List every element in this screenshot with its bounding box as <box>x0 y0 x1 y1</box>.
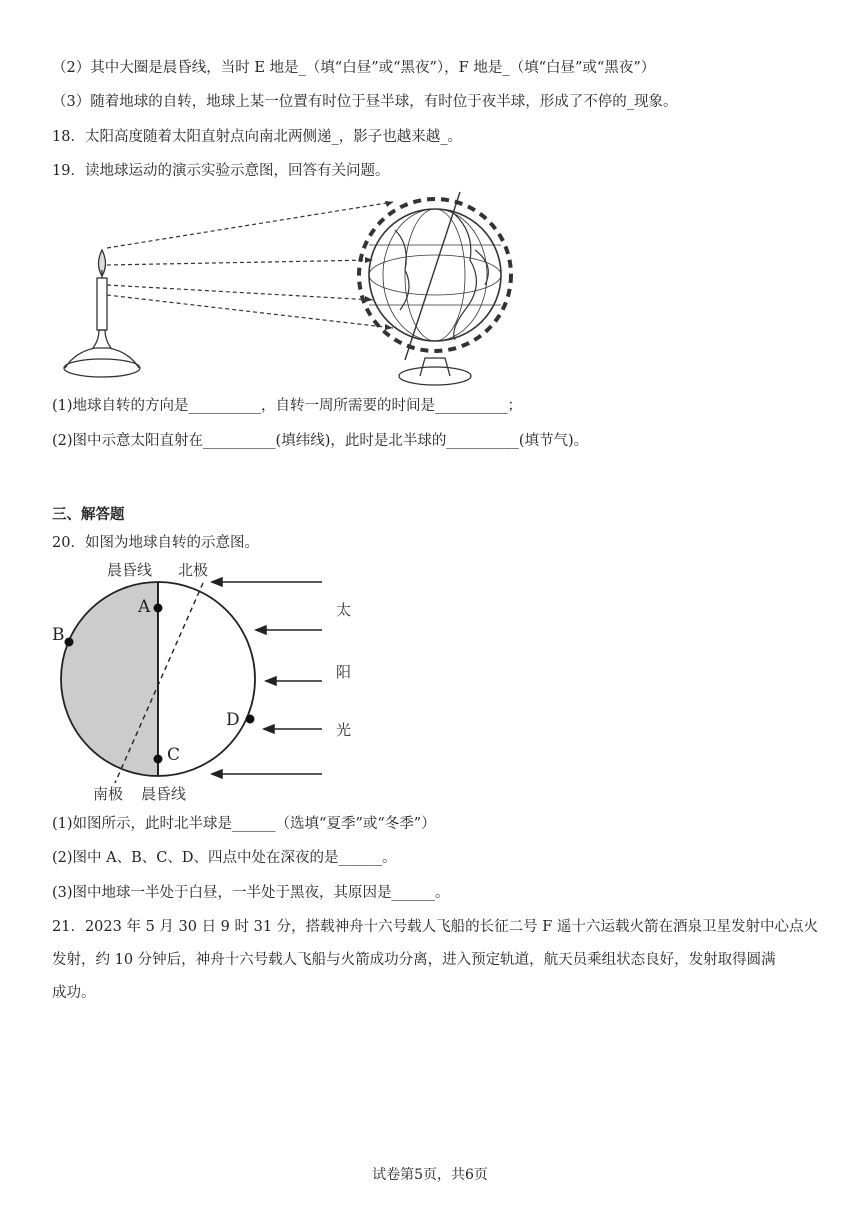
point-d-dot <box>246 715 255 724</box>
earth-rotation-figure <box>45 555 365 810</box>
light-rays <box>107 202 393 328</box>
section-heading: 三、解答题 <box>52 506 125 523</box>
point-b-dot <box>65 638 74 647</box>
point-a-dot <box>154 604 163 613</box>
question-21-line3: 成功。 <box>52 985 96 1001</box>
question-21-line2: 发射，约 10 分钟后，神舟十六号载人飞船与火箭成功分离，进入预定轨道，航天员乘组状态良好，发射取得圆满 <box>52 952 776 968</box>
sunlight-label-2: 阳 <box>336 663 352 681</box>
terminator-top-label: 晨昏线 <box>107 561 153 579</box>
terminator-bottom-label: 晨昏线 <box>141 785 187 803</box>
candle-globe-figure <box>55 190 515 390</box>
q19-part1: (1)地球自转的方向是__________，自转一周所需要的时间是__________； <box>52 398 523 414</box>
question-18: 18．太阳高度随着太阳直射点向南北两侧递_，影子也越来越_。 <box>52 129 462 145</box>
q17-part3: （3）随着地球的自转，地球上某一位置有时位于昼半球，有时位于夜半球，形成了不停的_现象。 <box>52 94 678 110</box>
q19-part2: (2)图中示意太阳直射在__________(填纬线)，此时是北半球的__________(填节气)。 <box>52 433 589 449</box>
globe-icon <box>359 192 511 385</box>
page-footer: 试卷第5页，共6页 <box>372 1167 488 1183</box>
south-pole-label: 南极 <box>93 785 124 803</box>
point-b-label: B <box>52 625 65 645</box>
north-pole-label: 北极 <box>178 561 209 579</box>
q17-part2: （2）其中大圈是晨昏线，当时 E 地是_（填“白昼”或“黑夜”），F 地是_（填“白昼”或“黑夜”） <box>52 60 656 76</box>
point-a-label: A <box>138 597 151 617</box>
sunlight-arrows <box>212 578 322 778</box>
q20-part1: (1)如图所示，此时北半球是______（选填“夏季”或“冬季”） <box>52 816 436 832</box>
point-c-label: C <box>167 745 181 765</box>
question-19: 19．读地球运动的演示实验示意图，回答有关问题。 <box>52 163 390 179</box>
question-20: 20．如图为地球自转的示意图。 <box>52 535 259 551</box>
q20-part2: (2)图中 A、B、C、D、四点中处在深夜的是______。 <box>52 850 397 866</box>
question-21-line1: 21．2023 年 5 月 30 日 9 时 31 分，搭载神舟十六号载人飞船的长征二号 F 遥十六运载火箭在酒泉卫星发射中心点火 <box>52 919 818 935</box>
sunlight-label-3: 光 <box>336 721 352 739</box>
point-d-label: D <box>226 710 240 730</box>
q20-part3: (3)图中地球一半处于白昼，一半处于黑夜，其原因是______。 <box>52 885 450 901</box>
candle-icon <box>64 250 140 377</box>
point-c-dot <box>154 755 163 764</box>
sunlight-label-1: 太 <box>336 601 352 619</box>
